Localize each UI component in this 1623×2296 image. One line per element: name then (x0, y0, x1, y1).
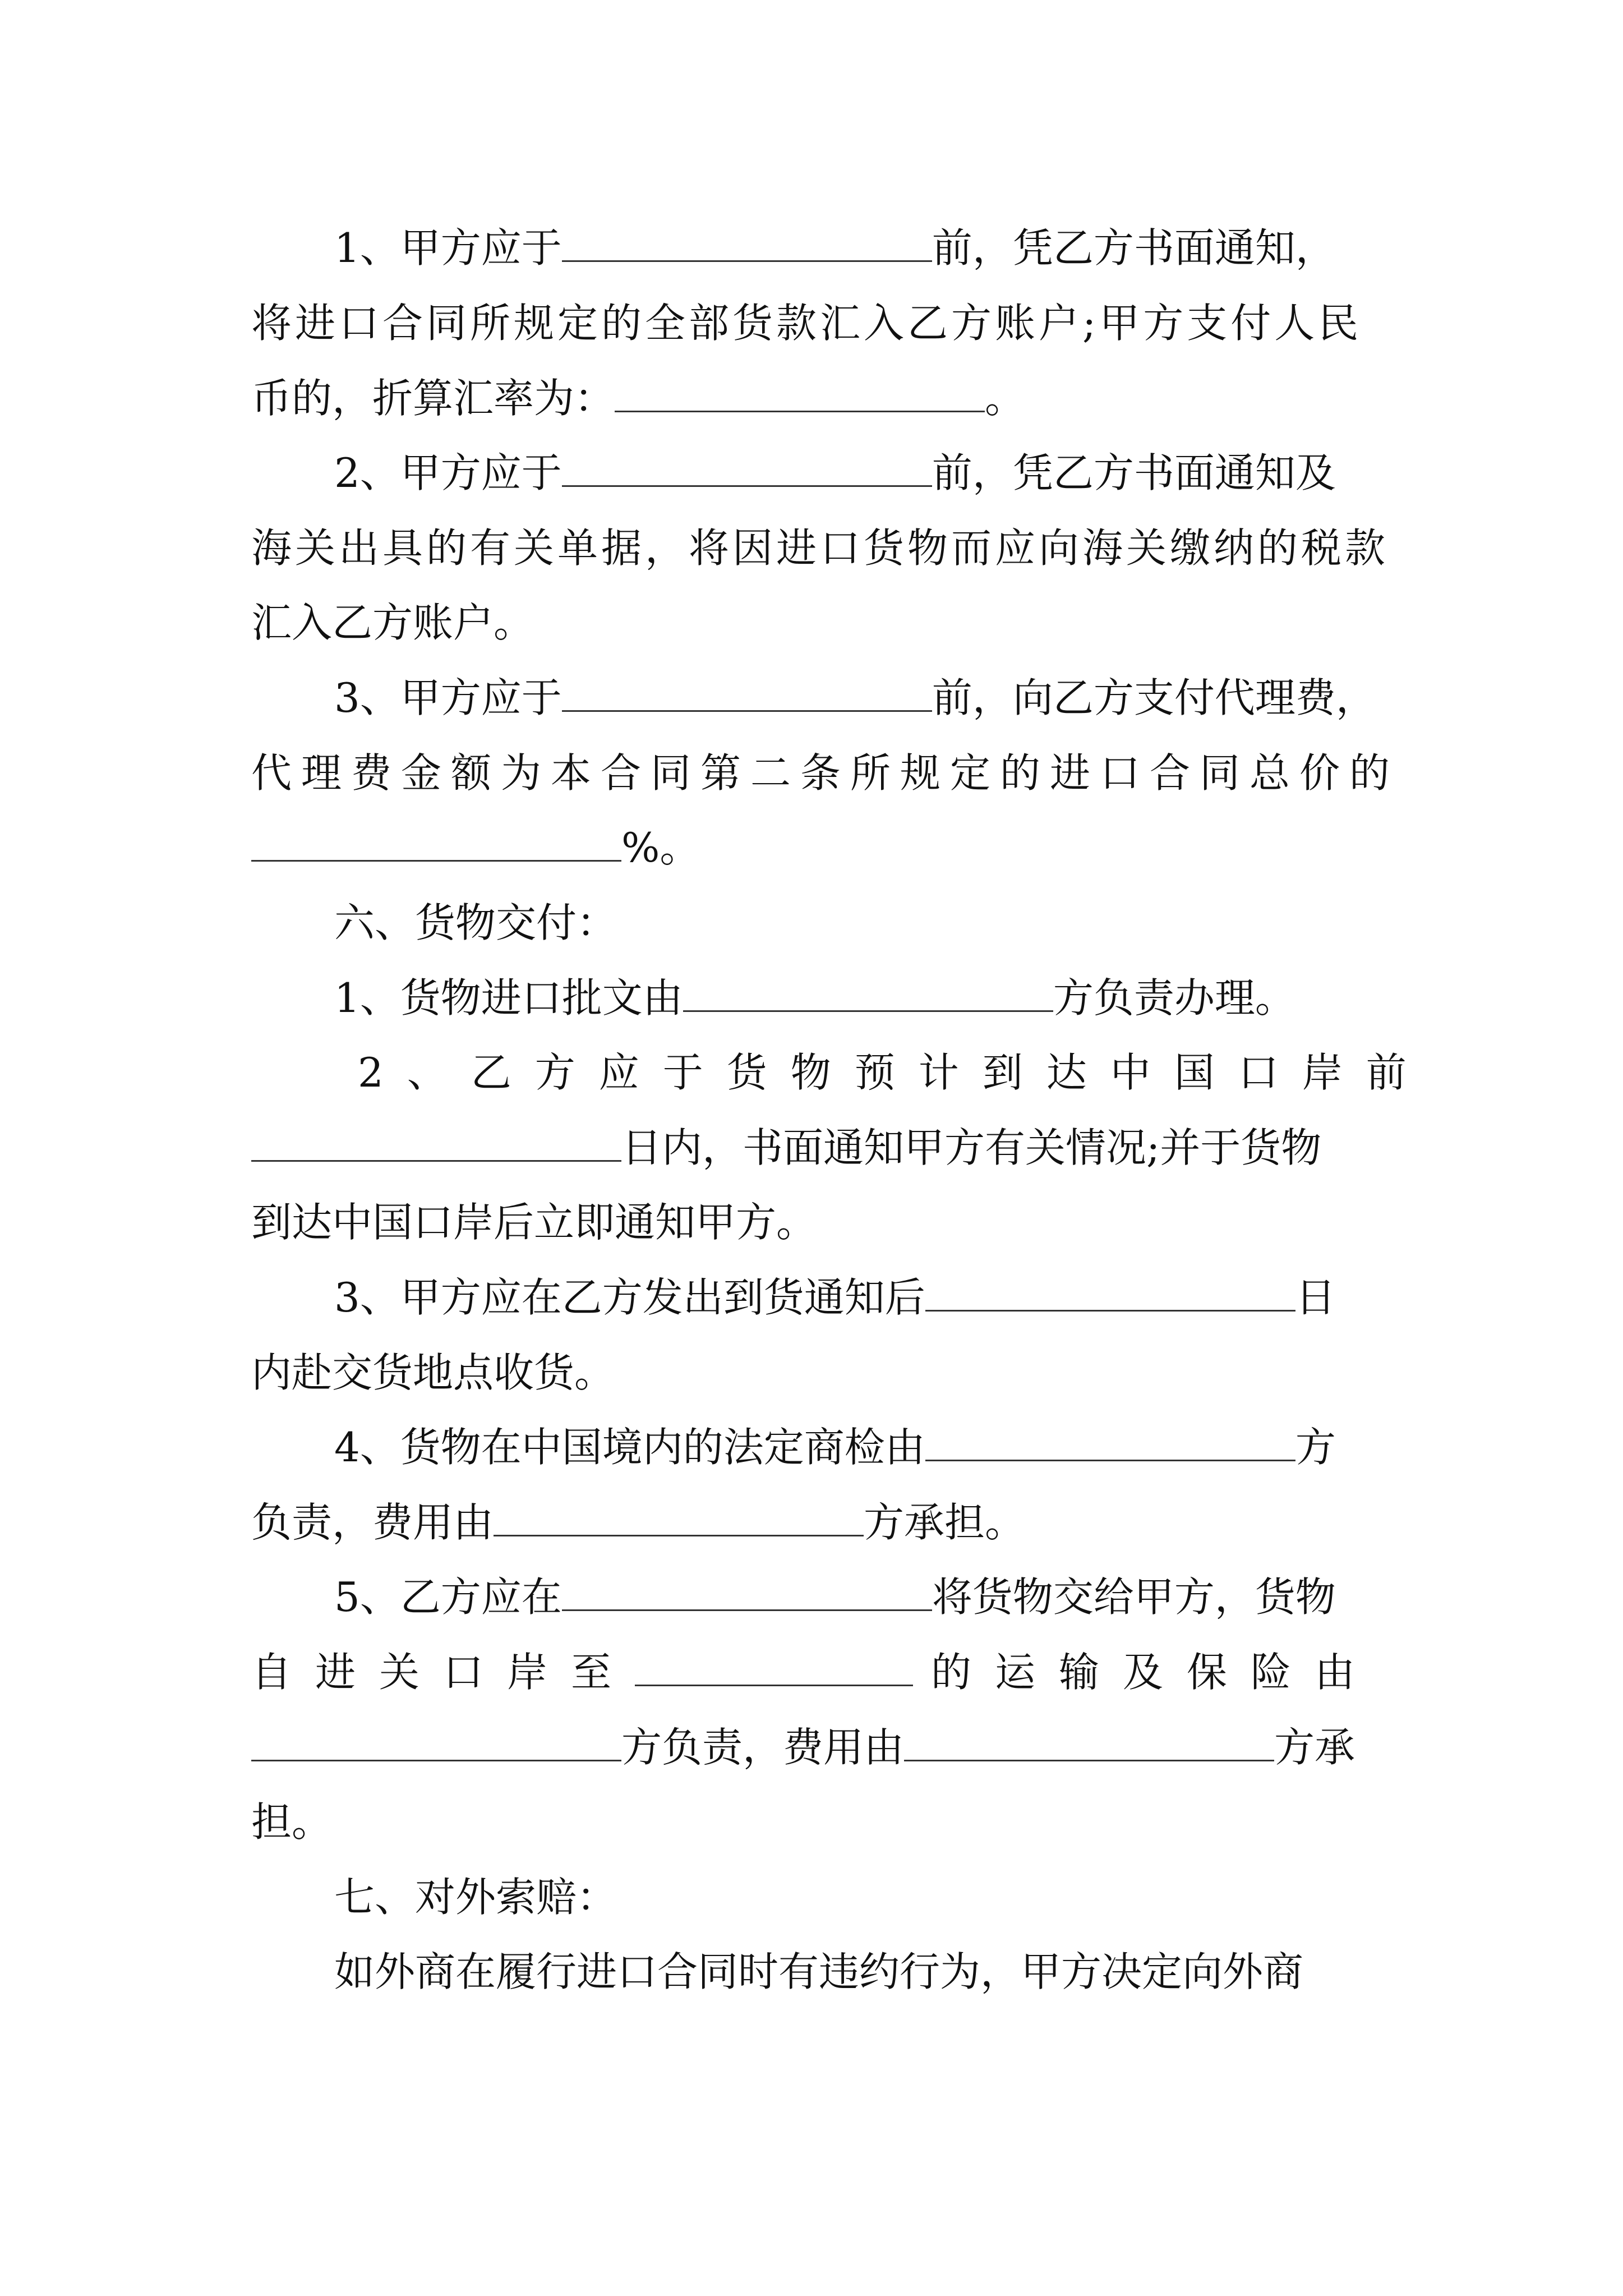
text: 5、乙方应在 (334, 1573, 562, 1621)
fill-in-blank[interactable] (562, 454, 932, 487)
paragraph-line-14 (251, 1267, 1378, 1328)
fill-in-blank[interactable] (635, 1653, 913, 1686)
text: 3、甲方应于 (334, 674, 562, 721)
paragraph-line-5 (251, 517, 1389, 579)
fill-in-blank[interactable] (683, 979, 1053, 1012)
text: 汇入乙方账户。 (251, 599, 534, 646)
fill-in-blank[interactable] (562, 1578, 932, 1611)
paragraph-line-3 (251, 367, 1378, 429)
text: 前，向乙方支付代理费， (932, 674, 1376, 721)
text: 七、对外索赔： (334, 1874, 617, 1921)
paragraph-line-20 (251, 1717, 1378, 1778)
text: 担。 (251, 1798, 333, 1846)
text: 2、甲方应于 (334, 449, 562, 496)
paragraph-line-9 (251, 817, 1378, 878)
paragraph-line-2 (251, 292, 1378, 354)
text: 方负责办理。 (1053, 974, 1295, 1022)
section-heading-6 (251, 892, 1378, 954)
paragraph-line-19 (251, 1641, 1378, 1703)
text: 方负责，费用由 (621, 1724, 905, 1771)
text: 的运输及保险由 (930, 1649, 1378, 1696)
paragraph-line-12 (251, 1117, 1378, 1179)
text: 海关出具的有关单据，将因进口货物而应向海关缴纳的税款 (251, 524, 1389, 572)
text: 2、乙方应于货物预计到达中国口岸前 (358, 1049, 1430, 1096)
paragraph-line-6 (251, 592, 1378, 654)
text: 前，凭乙方书面通知， (932, 224, 1336, 272)
text: 4、货物在中国境内的法定商检由 (334, 1424, 925, 1471)
text: 币的，折算汇率为： (251, 375, 615, 422)
fill-in-blank[interactable] (925, 1428, 1295, 1461)
paragraph-line-11 (251, 1042, 1430, 1103)
paragraph-line-7 (251, 667, 1378, 729)
paragraph-line-17 (251, 1492, 1378, 1553)
text: 1、甲方应于 (334, 224, 562, 272)
fill-in-blank[interactable] (904, 1728, 1274, 1761)
text: 前，凭乙方书面通知及 (932, 449, 1336, 496)
fill-in-blank[interactable] (562, 229, 932, 262)
text: 代理费金额为本合同第二条所规定的进口合同总价的 (251, 749, 1400, 797)
text: 将进口合同所规定的全部货款汇入乙方账户;甲方支付人民 (251, 300, 1362, 347)
text: 负责，费用由 (251, 1499, 494, 1546)
text: 到达中国口岸后立即通知甲方。 (251, 1199, 817, 1246)
paragraph-line-16 (251, 1416, 1378, 1478)
fill-in-blank[interactable] (925, 1278, 1295, 1312)
fill-in-blank[interactable] (562, 679, 932, 712)
text: 1、货物进口批文由 (334, 974, 683, 1022)
section-heading-7 (251, 1866, 1378, 1928)
paragraph-line-10 (251, 967, 1378, 1029)
text: 方承担。 (864, 1499, 1026, 1546)
paragraph-line-18 (251, 1566, 1378, 1628)
text: 如外商在履行进口合同时有违约行为，甲方决定向外商 (334, 1948, 1304, 1995)
fill-in-blank[interactable] (615, 379, 985, 412)
text: 方 (1295, 1424, 1336, 1471)
paragraph-line-21 (251, 1791, 1378, 1853)
paragraph-line-13 (251, 1191, 1378, 1253)
fill-in-blank[interactable] (494, 1503, 864, 1536)
paragraph-line-8 (251, 742, 1400, 804)
fill-in-blank[interactable] (251, 1728, 621, 1761)
text: %。 (621, 824, 700, 871)
text: 自进关口岸至 (251, 1649, 635, 1696)
text: 将货物交给甲方，货物 (932, 1573, 1336, 1621)
paragraph-line-4 (251, 442, 1378, 504)
text: 六、货物交付： (334, 899, 617, 946)
fill-in-blank[interactable] (251, 829, 621, 862)
paragraph-line-1 (251, 217, 1378, 279)
text: 。 (985, 375, 1026, 422)
text: 3、甲方应在乙方发出到货通知后 (334, 1274, 925, 1321)
text: 内赴交货地点收货。 (251, 1349, 615, 1396)
text: 日 (1295, 1274, 1336, 1321)
text: 方承 (1274, 1724, 1355, 1771)
text: 日内，书面通知甲方有关情况;并于货物 (621, 1124, 1322, 1171)
paragraph-line-22 (251, 1941, 1378, 2003)
fill-in-blank[interactable] (251, 1129, 621, 1162)
paragraph-line-15 (251, 1342, 1378, 1404)
